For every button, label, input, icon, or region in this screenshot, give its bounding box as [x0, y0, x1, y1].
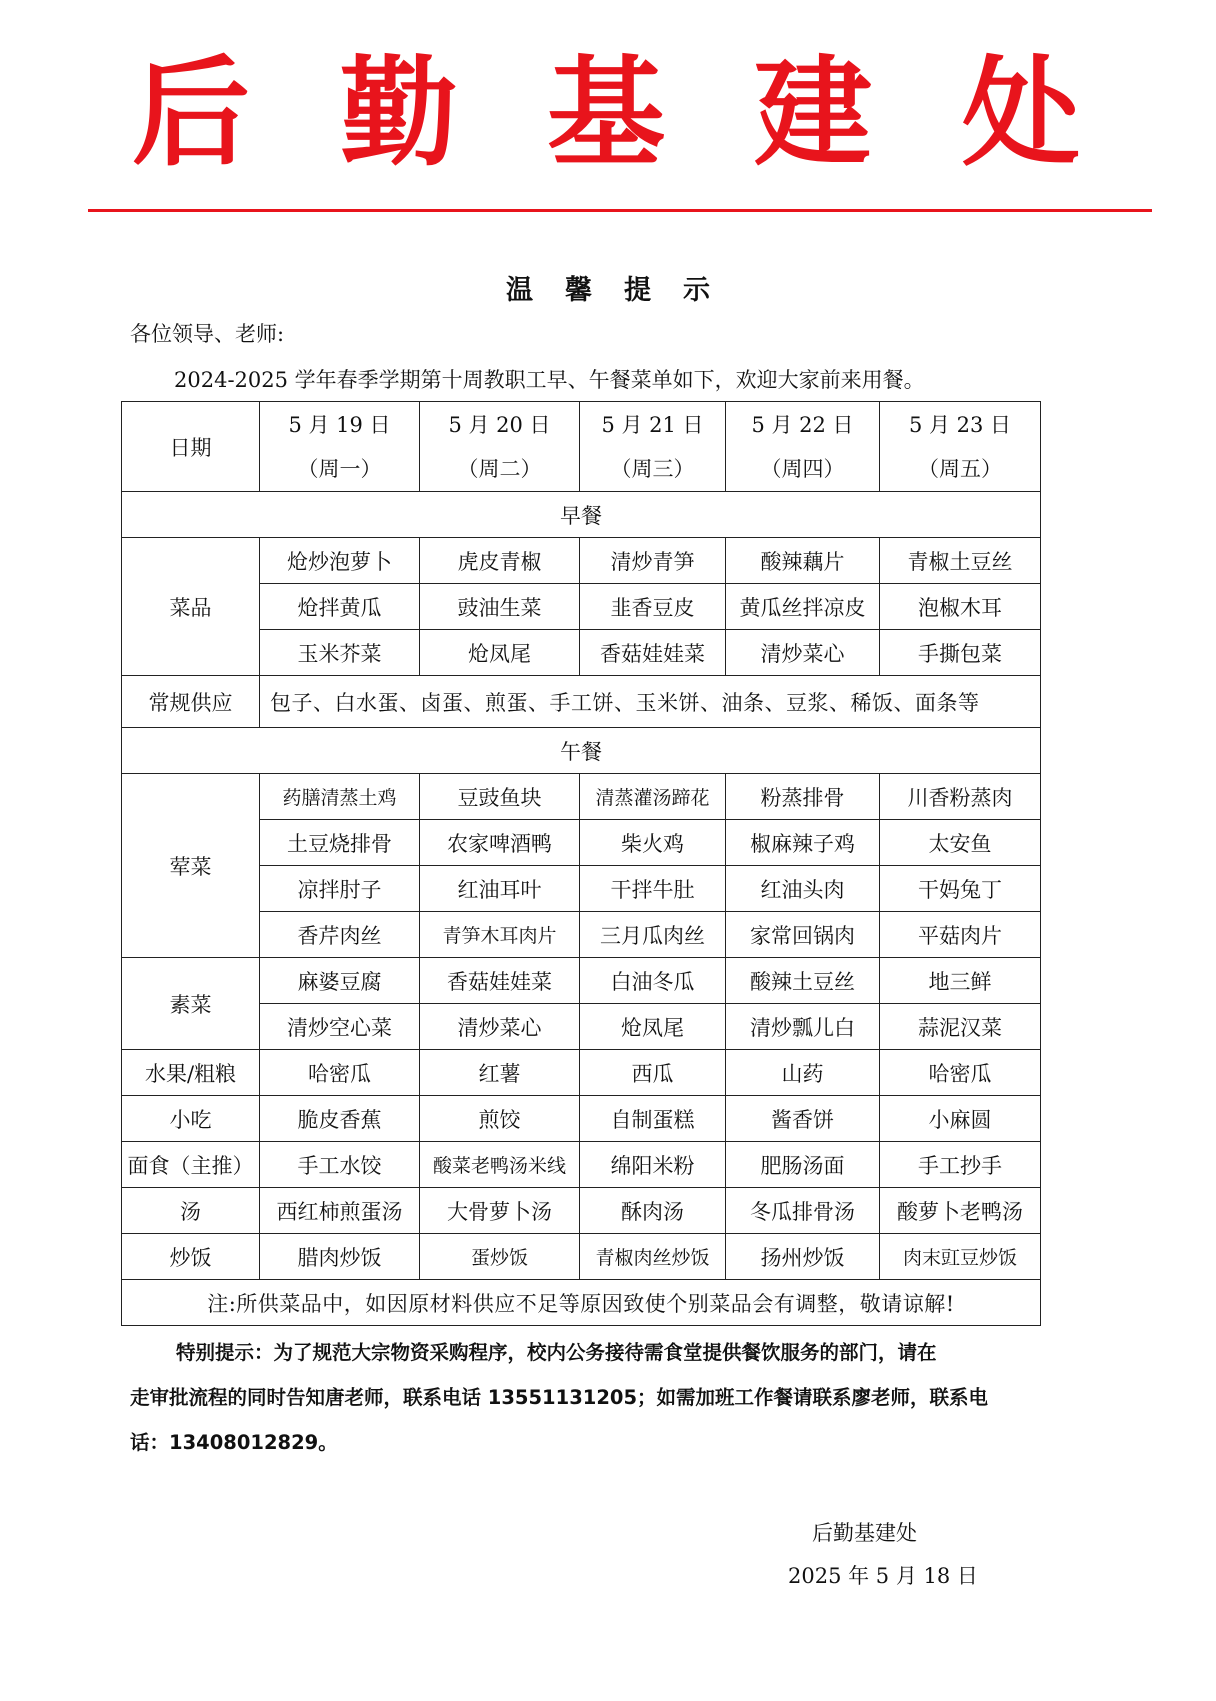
- day-header: [580, 402, 726, 492]
- date-row: [122, 402, 1041, 492]
- masthead-char: 建: [754, 44, 873, 182]
- table-row: [122, 820, 1041, 866]
- veg-dishes-label: 素菜: [122, 958, 260, 1050]
- dish-cell: 肥肠汤面: [726, 1142, 880, 1188]
- table-note: 注:所供菜品中，如因原材料供应不足等原因致使个别菜品会有调整，敬请谅解!: [122, 1280, 1041, 1326]
- dish-cell: 蛋炒饭: [420, 1234, 580, 1280]
- row-label: 汤: [122, 1188, 260, 1234]
- table-row: [122, 1050, 1041, 1096]
- breakfast-section-row: [122, 492, 1041, 538]
- masthead-char: 后: [132, 44, 251, 182]
- row-label: 小吃: [122, 1096, 260, 1142]
- dish-cell: 青椒肉丝炒饭: [580, 1234, 726, 1280]
- dish-cell: 腊肉炒饭: [260, 1234, 420, 1280]
- header-divider: [88, 209, 1152, 212]
- dish-cell: 青笋木耳肉片: [420, 912, 580, 958]
- signature-org: 后勤基建处: [812, 1521, 917, 1545]
- dish-cell: 清炒菜心: [726, 630, 880, 676]
- day-date: 5 月 20 日: [448, 412, 551, 437]
- row-label: 炒饭: [122, 1234, 260, 1280]
- dish-cell: 蒜泥汉菜: [880, 1004, 1041, 1050]
- dish-cell: 青椒土豆丝: [880, 538, 1041, 584]
- dish-cell: 清炒菜心: [420, 1004, 580, 1050]
- dish-cell: 香芹肉丝: [260, 912, 420, 958]
- dish-cell: 凉拌肘子: [260, 866, 420, 912]
- dish-cell: 手工水饺: [260, 1142, 420, 1188]
- table-row: [122, 1188, 1041, 1234]
- dish-cell: 柴火鸡: [580, 820, 726, 866]
- dish-cell: 煎饺: [420, 1096, 580, 1142]
- table-row: [122, 774, 1041, 820]
- special-notice-line: 走审批流程的同时告知唐老师，联系电话 13551131205；如需加班工作餐请联系廖老师，联系电: [130, 1386, 989, 1409]
- dish-cell: 自制蛋糕: [580, 1096, 726, 1142]
- dish-cell: 酱香饼: [726, 1096, 880, 1142]
- dish-cell: 麻婆豆腐: [260, 958, 420, 1004]
- dish-cell: 脆皮香蕉: [260, 1096, 420, 1142]
- table-row: [122, 584, 1041, 630]
- dish-cell: 红薯: [420, 1050, 580, 1096]
- salutation: 各位领导、老师:: [130, 322, 285, 346]
- day-date: 5 月 23 日: [908, 412, 1012, 437]
- dish-cell: 炝炒泡萝卜: [260, 538, 420, 584]
- dish-cell: 酸辣土豆丝: [726, 958, 880, 1004]
- dish-cell: 冬瓜排骨汤: [726, 1188, 880, 1234]
- dish-cell: 手撕包菜: [880, 630, 1041, 676]
- dish-cell: 大骨萝卜汤: [420, 1188, 580, 1234]
- row-label: 水果/粗粮: [122, 1050, 260, 1096]
- table-row: [122, 958, 1041, 1004]
- dish-cell: 酸菜老鸭汤米线: [420, 1142, 580, 1188]
- dish-cell: 西红柿煎蛋汤: [260, 1188, 420, 1234]
- day-weekday: （周三）: [610, 456, 695, 481]
- dish-cell: 白油冬瓜: [580, 958, 726, 1004]
- dish-cell: 豉油生菜: [420, 584, 580, 630]
- dish-cell: 香菇娃娃菜: [580, 630, 726, 676]
- dish-cell: 清炒空心菜: [260, 1004, 420, 1050]
- day-weekday: （周五）: [918, 456, 1002, 481]
- notice-title: 温馨提示: [506, 275, 742, 306]
- dish-cell: 山药: [726, 1050, 880, 1096]
- dish-cell: 酸辣藕片: [726, 538, 880, 584]
- intro-paragraph: 2024-2025 学年春季学期第十周教职工早、午餐菜单如下，欢迎大家前来用餐。: [174, 368, 925, 392]
- table-row: [122, 538, 1041, 584]
- dish-cell: 川香粉蒸肉: [880, 774, 1041, 820]
- dish-cell: 农家啤酒鸭: [420, 820, 580, 866]
- dish-cell: 肉末豇豆炒饭: [880, 1234, 1041, 1280]
- dish-cell: 红油耳叶: [420, 866, 580, 912]
- special-notice-line: 话：13408012829。: [130, 1431, 338, 1454]
- dish-cell: 清蒸灌汤蹄花: [580, 774, 726, 820]
- day-header: [726, 402, 880, 492]
- dish-cell: 地三鲜: [880, 958, 1041, 1004]
- day-weekday: （周四）: [760, 456, 845, 481]
- dish-cell: 哈密瓜: [880, 1050, 1041, 1096]
- dish-cell: 香菇娃娃菜: [420, 958, 580, 1004]
- dish-cell: 韭香豆皮: [580, 584, 726, 630]
- dish-cell: 哈密瓜: [260, 1050, 420, 1096]
- dish-cell: 药膳清蒸土鸡: [260, 774, 420, 820]
- dish-cell: 炝凤尾: [580, 1004, 726, 1050]
- dish-cell: 粉蒸排骨: [726, 774, 880, 820]
- dish-cell: 炝拌黄瓜: [260, 584, 420, 630]
- dish-cell: 绵阳米粉: [580, 1142, 726, 1188]
- table-row: [122, 1234, 1041, 1280]
- dish-cell: 小麻圆: [880, 1096, 1041, 1142]
- table-row: [122, 912, 1041, 958]
- dish-cell: 手工抄手: [880, 1142, 1041, 1188]
- dish-cell: 扬州炒饭: [726, 1234, 880, 1280]
- table-row: [122, 630, 1041, 676]
- regular-supply-label: 常规供应: [122, 676, 260, 728]
- dish-cell: 豆豉鱼块: [420, 774, 580, 820]
- dish-cell: 清炒瓢儿白: [726, 1004, 880, 1050]
- dish-cell: 干妈兔丁: [880, 866, 1041, 912]
- dish-cell: 太安鱼: [880, 820, 1041, 866]
- day-date: 5 月 19 日: [288, 412, 391, 437]
- masthead-char: 处: [962, 44, 1081, 182]
- day-header: [260, 402, 420, 492]
- row-label: 面食（主推）: [122, 1142, 260, 1188]
- masthead-char: 基: [547, 44, 666, 182]
- table-row: [122, 866, 1041, 912]
- menu-table: [121, 401, 1041, 1326]
- meat-dishes-label: 荤菜: [122, 774, 260, 958]
- dish-cell: 平菇肉片: [880, 912, 1041, 958]
- regular-supply-items: 包子、白水蛋、卤蛋、煎蛋、手工饼、玉米饼、油条、豆浆、稀饭、面条等: [260, 676, 1041, 728]
- masthead-char: 勤: [340, 44, 459, 182]
- table-row: [122, 1142, 1041, 1188]
- dish-cell: 西瓜: [580, 1050, 726, 1096]
- dish-cell: 土豆烧排骨: [260, 820, 420, 866]
- dish-cell: 清炒青笋: [580, 538, 726, 584]
- table-row: [122, 1096, 1041, 1142]
- dish-cell: 泡椒木耳: [880, 584, 1041, 630]
- special-notice: [130, 1330, 1090, 1465]
- note-row: [122, 1280, 1041, 1326]
- dish-cell: 红油头肉: [726, 866, 880, 912]
- dish-cell: 黄瓜丝拌凉皮: [726, 584, 880, 630]
- signature-date: 2025 年 5 月 18 日: [788, 1564, 978, 1588]
- table-row: [122, 1004, 1041, 1050]
- masthead: [0, 44, 1216, 182]
- dish-cell: 椒麻辣子鸡: [726, 820, 880, 866]
- day-header: [880, 402, 1041, 492]
- regular-supply-row: [122, 676, 1041, 728]
- special-notice-line: 特别提示：为了规范大宗物资采购程序，校内公务接待需食堂提供餐饮服务的部门，请在: [176, 1341, 937, 1364]
- dish-cell: 炝凤尾: [420, 630, 580, 676]
- dish-cell: 酥肉汤: [580, 1188, 726, 1234]
- dish-cell: 三月瓜肉丝: [580, 912, 726, 958]
- lunch-section-label: 午餐: [122, 728, 1041, 774]
- dish-cell: 虎皮青椒: [420, 538, 580, 584]
- day-weekday: （周一）: [297, 456, 382, 481]
- day-header: [420, 402, 580, 492]
- breakfast-dishes-label: 菜品: [122, 538, 260, 676]
- breakfast-section-label: 早餐: [122, 492, 1041, 538]
- date-label: 日期: [122, 402, 260, 492]
- dish-cell: 玉米芥菜: [260, 630, 420, 676]
- dish-cell: 家常回锅肉: [726, 912, 880, 958]
- day-date: 5 月 22 日: [751, 412, 854, 437]
- day-date: 5 月 21 日: [601, 412, 704, 437]
- dish-cell: 酸萝卜老鸭汤: [880, 1188, 1041, 1234]
- lunch-section-row: [122, 728, 1041, 774]
- dish-cell: 干拌牛肚: [580, 866, 726, 912]
- day-weekday: （周二）: [457, 456, 542, 481]
